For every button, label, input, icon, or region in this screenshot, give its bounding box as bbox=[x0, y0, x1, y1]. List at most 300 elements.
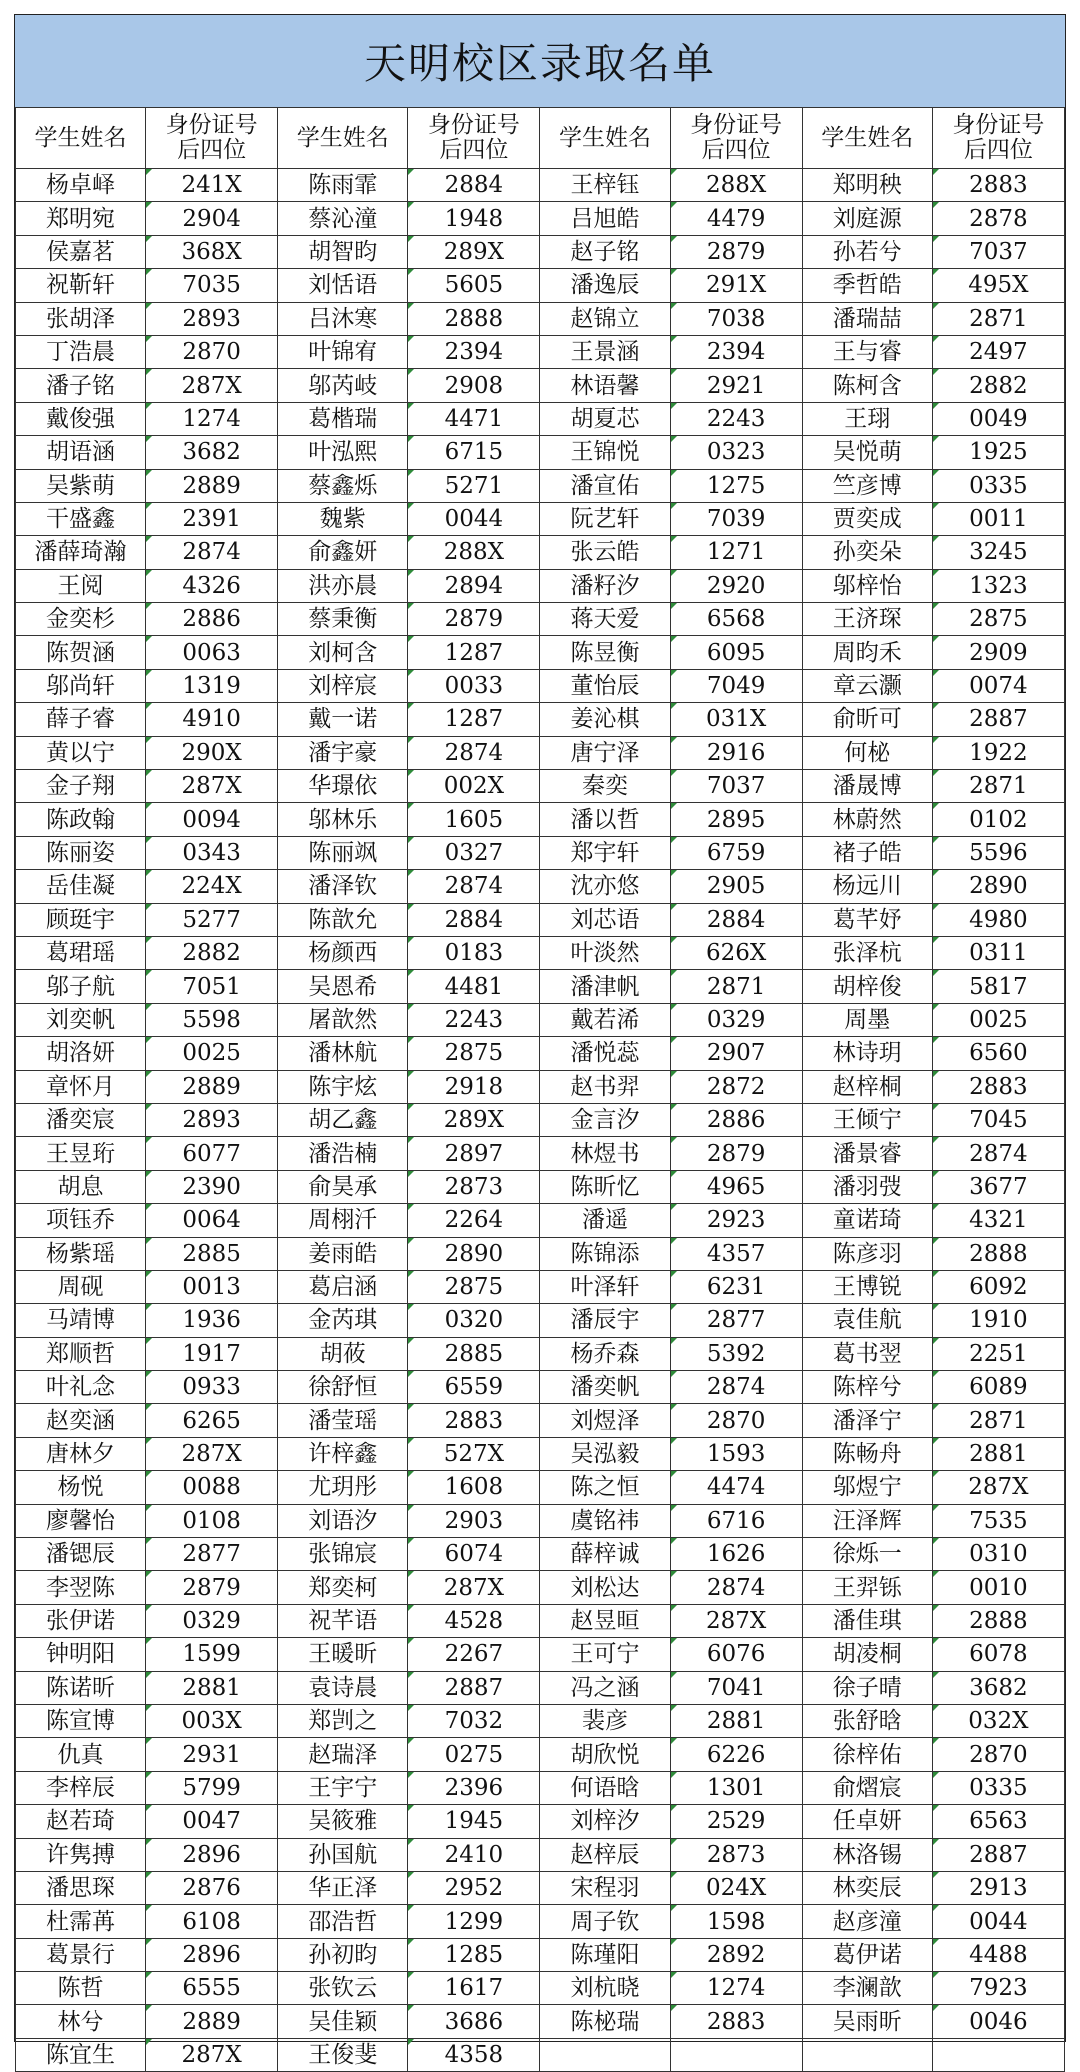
id-last4-cell: 2879 bbox=[670, 1137, 802, 1170]
id-last4-cell: 6759 bbox=[670, 836, 802, 869]
student-name-cell: 王博锐 bbox=[802, 1270, 932, 1303]
student-name-cell: 王宇宁 bbox=[278, 1771, 408, 1804]
student-name-cell: 杨紫瑶 bbox=[16, 1237, 146, 1270]
student-name-cell: 陈柲瑞 bbox=[540, 2005, 670, 2038]
id-last4-cell: 287X bbox=[670, 1604, 802, 1637]
student-name-cell: 岳佳凝 bbox=[16, 870, 146, 903]
table-row bbox=[16, 1037, 1065, 1070]
student-name-cell: 李翌陈 bbox=[16, 1571, 146, 1604]
id-last4-cell: 2884 bbox=[408, 169, 540, 202]
id-last4-cell: 2883 bbox=[670, 2005, 802, 2038]
header-id bbox=[670, 108, 802, 169]
id-last4-cell: 2887 bbox=[408, 1671, 540, 1704]
student-name-cell: 董怡辰 bbox=[540, 669, 670, 702]
student-name-cell: 章云灏 bbox=[802, 669, 932, 702]
student-name-cell: 潘津帆 bbox=[540, 970, 670, 1003]
id-last4-cell: 0044 bbox=[932, 1905, 1064, 1938]
id-last4-cell: 1301 bbox=[670, 1771, 802, 1804]
id-last4-cell: 2888 bbox=[408, 302, 540, 335]
student-name-cell: 林奕辰 bbox=[802, 1871, 932, 1904]
student-name-cell: 陈贺涵 bbox=[16, 636, 146, 669]
student-name-cell: 刘松达 bbox=[540, 1571, 670, 1604]
student-name-cell: 陈诺昕 bbox=[16, 1671, 146, 1704]
id-last4-cell: 5817 bbox=[932, 970, 1064, 1003]
table-row bbox=[16, 1437, 1065, 1470]
id-last4-cell: 2251 bbox=[932, 1337, 1064, 1370]
student-name-cell: 潘思琛 bbox=[16, 1871, 146, 1904]
id-last4-cell: 2529 bbox=[670, 1805, 802, 1838]
student-name-cell: 赵奕涵 bbox=[16, 1404, 146, 1437]
id-last4-cell: 2874 bbox=[670, 1571, 802, 1604]
id-last4-cell: 1945 bbox=[408, 1805, 540, 1838]
student-name-cell: 陈梓兮 bbox=[802, 1371, 932, 1404]
id-last4-cell: 0046 bbox=[932, 2005, 1064, 2038]
id-last4-cell: 2893 bbox=[146, 302, 278, 335]
id-last4-cell: 1319 bbox=[146, 669, 278, 702]
id-last4-cell: 7037 bbox=[932, 235, 1064, 268]
student-name-cell: 邬林乐 bbox=[278, 803, 408, 836]
id-last4-cell: 2396 bbox=[408, 1771, 540, 1804]
student-name-cell: 竺彦博 bbox=[802, 469, 932, 502]
id-last4-cell: 0327 bbox=[408, 836, 540, 869]
id-last4-cell: 6560 bbox=[932, 1037, 1064, 1070]
header-id bbox=[408, 108, 540, 169]
student-name-cell: 葛珺瑶 bbox=[16, 936, 146, 969]
student-name-cell: 华正泽 bbox=[278, 1871, 408, 1904]
id-last4-cell: 6715 bbox=[408, 436, 540, 469]
student-name-cell: 林洛锡 bbox=[802, 1838, 932, 1871]
id-last4-cell: 7535 bbox=[932, 1504, 1064, 1537]
student-name-cell: 周昀禾 bbox=[802, 636, 932, 669]
id-last4-cell: 2890 bbox=[408, 1237, 540, 1270]
student-name-cell: 王俊斐 bbox=[278, 2038, 408, 2071]
table-row bbox=[16, 1805, 1065, 1838]
id-last4-cell: 1605 bbox=[408, 803, 540, 836]
student-name-cell: 孙奕朵 bbox=[802, 536, 932, 569]
id-last4-cell: 4479 bbox=[670, 202, 802, 235]
id-last4-cell: 2886 bbox=[146, 603, 278, 636]
table-row bbox=[16, 402, 1065, 435]
table-row bbox=[16, 669, 1065, 702]
student-name-cell: 吴雨昕 bbox=[802, 2005, 932, 2038]
student-name-cell: 邬尚轩 bbox=[16, 669, 146, 702]
id-last4-cell: 0011 bbox=[932, 502, 1064, 535]
id-last4-cell: 2892 bbox=[670, 1938, 802, 1971]
student-name-cell: 王济琛 bbox=[802, 603, 932, 636]
id-last4-cell: 2873 bbox=[408, 1170, 540, 1203]
id-last4-cell: 0108 bbox=[146, 1504, 278, 1537]
id-last4-cell: 1608 bbox=[408, 1471, 540, 1504]
student-name-cell: 潘辰宇 bbox=[540, 1304, 670, 1337]
id-last4-cell: 0063 bbox=[146, 636, 278, 669]
student-name-cell: 张锦宸 bbox=[278, 1538, 408, 1571]
table-row bbox=[16, 1337, 1065, 1370]
id-last4-cell: 288X bbox=[670, 169, 802, 202]
student-name-cell: 俞昕可 bbox=[802, 703, 932, 736]
id-last4-cell: 6265 bbox=[146, 1404, 278, 1437]
header-id-line1: 身份证号 bbox=[165, 112, 258, 138]
id-last4-cell: 2916 bbox=[670, 736, 802, 769]
student-name-cell: 张伊诺 bbox=[16, 1604, 146, 1637]
student-name-cell: 王暖昕 bbox=[278, 1638, 408, 1671]
student-name-cell: 孙初昀 bbox=[278, 1938, 408, 1971]
student-name-cell: 陈丽姿 bbox=[16, 836, 146, 869]
id-last4-cell: 2890 bbox=[932, 870, 1064, 903]
student-name-cell: 姜雨皓 bbox=[278, 1237, 408, 1270]
student-name-cell: 陈宜生 bbox=[16, 2038, 146, 2071]
id-last4-cell: 0064 bbox=[146, 1204, 278, 1237]
id-last4-cell: 1287 bbox=[408, 703, 540, 736]
student-name-cell: 邵浩哲 bbox=[278, 1905, 408, 1938]
id-last4-cell: 287X bbox=[146, 1437, 278, 1470]
table-row bbox=[16, 1838, 1065, 1871]
student-name-cell: 王锦悦 bbox=[540, 436, 670, 469]
id-last4-cell: 2874 bbox=[408, 736, 540, 769]
student-name-cell: 潘瑞喆 bbox=[802, 302, 932, 335]
id-last4-cell: 002X bbox=[408, 770, 540, 803]
table-row bbox=[16, 1204, 1065, 1237]
student-name-cell: 许隽搏 bbox=[16, 1838, 146, 1871]
student-name-cell: 秦奕 bbox=[540, 770, 670, 803]
student-name-cell: 季哲皓 bbox=[802, 269, 932, 302]
table-row bbox=[16, 536, 1065, 569]
id-last4-cell: 2879 bbox=[146, 1571, 278, 1604]
id-last4-cell: 7049 bbox=[670, 669, 802, 702]
id-last4-cell: 1274 bbox=[670, 1972, 802, 2005]
student-name-cell: 潘佳琪 bbox=[802, 1604, 932, 1637]
student-name-cell: 冯之涵 bbox=[540, 1671, 670, 1704]
table-row bbox=[16, 1371, 1065, 1404]
student-name-cell: 邬煜宁 bbox=[802, 1471, 932, 1504]
student-name-cell: 赵子铭 bbox=[540, 235, 670, 268]
id-last4-cell: 2908 bbox=[408, 369, 540, 402]
student-name-cell: 陈之恒 bbox=[540, 1471, 670, 1504]
student-name-cell: 刘柯含 bbox=[278, 636, 408, 669]
id-last4-cell: 0310 bbox=[932, 1538, 1064, 1571]
id-last4-cell: 6089 bbox=[932, 1371, 1064, 1404]
student-name-cell: 张泽杭 bbox=[802, 936, 932, 969]
id-last4-cell: 4528 bbox=[408, 1604, 540, 1637]
table-row bbox=[16, 1905, 1065, 1938]
id-last4-cell: 287X bbox=[146, 770, 278, 803]
student-name-cell: 潘泽宁 bbox=[802, 1404, 932, 1437]
student-name-cell: 潘逸辰 bbox=[540, 269, 670, 302]
id-last4-cell: 1323 bbox=[932, 569, 1064, 602]
student-name-cell: 俞熠宸 bbox=[802, 1771, 932, 1804]
student-name-cell: 胡语涵 bbox=[16, 436, 146, 469]
id-last4-cell: 1925 bbox=[932, 436, 1064, 469]
student-name-cell: 潘以哲 bbox=[540, 803, 670, 836]
student-name-cell: 魏紫 bbox=[278, 502, 408, 535]
sheet-title: 天明校区录取名单 bbox=[15, 15, 1065, 108]
student-name-cell: 赵锦立 bbox=[540, 302, 670, 335]
table-row bbox=[16, 936, 1065, 969]
table-row bbox=[16, 870, 1065, 903]
id-last4-cell: 1626 bbox=[670, 1538, 802, 1571]
student-name-cell: 葛芊妤 bbox=[802, 903, 932, 936]
id-last4-cell: 2889 bbox=[146, 1070, 278, 1103]
student-name-cell: 李梓辰 bbox=[16, 1771, 146, 1804]
id-last4-cell: 2870 bbox=[670, 1404, 802, 1437]
table-row bbox=[16, 1972, 1065, 2005]
id-last4-cell bbox=[932, 2038, 1064, 2071]
id-last4-cell: 2881 bbox=[670, 1704, 802, 1737]
student-name-cell: 潘子铭 bbox=[16, 369, 146, 402]
student-name-cell: 金言汐 bbox=[540, 1103, 670, 1136]
id-last4-cell: 6563 bbox=[932, 1805, 1064, 1838]
table-row bbox=[16, 469, 1065, 502]
header-id-line2: 后四位 bbox=[701, 137, 771, 163]
id-last4-cell: 289X bbox=[408, 1103, 540, 1136]
student-name-cell: 胡欣悦 bbox=[540, 1738, 670, 1771]
table-row bbox=[16, 636, 1065, 669]
student-name-cell: 潘籽汐 bbox=[540, 569, 670, 602]
table-row bbox=[16, 736, 1065, 769]
id-last4-cell: 1593 bbox=[670, 1437, 802, 1470]
student-name-cell: 唐宁泽 bbox=[540, 736, 670, 769]
id-last4-cell: 6231 bbox=[670, 1270, 802, 1303]
id-last4-cell: 6108 bbox=[146, 1905, 278, 1938]
id-last4-cell: 6074 bbox=[408, 1538, 540, 1571]
student-name-cell: 阮艺轩 bbox=[540, 502, 670, 535]
student-name-cell: 马靖博 bbox=[16, 1304, 146, 1337]
student-name-cell: 袁诗晨 bbox=[278, 1671, 408, 1704]
student-name-cell: 陈彦羽 bbox=[802, 1237, 932, 1270]
id-last4-cell: 032X bbox=[932, 1704, 1064, 1737]
student-name-cell: 张云皓 bbox=[540, 536, 670, 569]
student-name-cell: 郑明秧 bbox=[802, 169, 932, 202]
header-id-line2: 后四位 bbox=[963, 137, 1033, 163]
id-last4-cell: 0074 bbox=[932, 669, 1064, 702]
id-last4-cell: 3682 bbox=[146, 436, 278, 469]
id-last4-cell: 2903 bbox=[408, 1504, 540, 1537]
student-name-cell: 薛梓诚 bbox=[540, 1538, 670, 1571]
id-last4-cell: 7051 bbox=[146, 970, 278, 1003]
id-last4-cell: 2905 bbox=[670, 870, 802, 903]
student-name-cell: 胡智昀 bbox=[278, 235, 408, 268]
student-name-cell: 王阅 bbox=[16, 569, 146, 602]
student-name-cell: 郑剀之 bbox=[278, 1704, 408, 1737]
id-last4-cell: 2874 bbox=[408, 870, 540, 903]
id-last4-cell: 2882 bbox=[932, 369, 1064, 402]
id-last4-cell: 2391 bbox=[146, 502, 278, 535]
student-name-cell: 童诺琦 bbox=[802, 1204, 932, 1237]
id-last4-cell: 1599 bbox=[146, 1638, 278, 1671]
id-last4-cell: 287X bbox=[932, 1471, 1064, 1504]
student-name-cell: 仇真 bbox=[16, 1738, 146, 1771]
id-last4-cell: 1917 bbox=[146, 1337, 278, 1370]
table-row bbox=[16, 202, 1065, 235]
student-name-cell: 祝芊语 bbox=[278, 1604, 408, 1637]
id-last4-cell: 2895 bbox=[670, 803, 802, 836]
id-last4-cell: 3245 bbox=[932, 536, 1064, 569]
id-last4-cell: 5598 bbox=[146, 1003, 278, 1036]
id-last4-cell: 5605 bbox=[408, 269, 540, 302]
student-name-cell: 徐烁一 bbox=[802, 1538, 932, 1571]
student-name-cell: 华璟依 bbox=[278, 770, 408, 803]
student-name-cell: 潘锶辰 bbox=[16, 1538, 146, 1571]
table-row bbox=[16, 169, 1065, 202]
student-name-cell: 吕沐寒 bbox=[278, 302, 408, 335]
student-name-cell: 杨悦 bbox=[16, 1471, 146, 1504]
student-name-cell: 葛启涵 bbox=[278, 1270, 408, 1303]
admission-sheet bbox=[14, 14, 1066, 2069]
student-name-cell: 刘煜泽 bbox=[540, 1404, 670, 1437]
student-name-cell: 钟明阳 bbox=[16, 1638, 146, 1671]
id-last4-cell: 289X bbox=[408, 235, 540, 268]
id-last4-cell: 2885 bbox=[146, 1237, 278, 1270]
id-last4-cell: 5596 bbox=[932, 836, 1064, 869]
id-last4-cell: 2874 bbox=[932, 1137, 1064, 1170]
id-last4-cell: 1287 bbox=[408, 636, 540, 669]
student-name-cell: 林煜书 bbox=[540, 1137, 670, 1170]
id-last4-cell: 2923 bbox=[670, 1204, 802, 1237]
student-name-cell: 孙若兮 bbox=[802, 235, 932, 268]
student-name-cell: 王珝 bbox=[802, 402, 932, 435]
id-last4-cell: 4488 bbox=[932, 1938, 1064, 1971]
id-last4-cell: 5271 bbox=[408, 469, 540, 502]
id-last4-cell: 2887 bbox=[932, 1838, 1064, 1871]
id-last4-cell: 2874 bbox=[670, 1371, 802, 1404]
id-last4-cell: 368X bbox=[146, 235, 278, 268]
table-row bbox=[16, 836, 1065, 869]
student-name-cell: 戴俊强 bbox=[16, 402, 146, 435]
student-name-cell: 周栩汘 bbox=[278, 1204, 408, 1237]
id-last4-cell: 7923 bbox=[932, 1972, 1064, 2005]
id-last4-cell: 2894 bbox=[408, 569, 540, 602]
id-last4-cell: 2876 bbox=[146, 1871, 278, 1904]
header-name: 学生姓名 bbox=[802, 108, 932, 169]
student-name-cell: 许梓鑫 bbox=[278, 1437, 408, 1470]
id-last4-cell: 1274 bbox=[146, 402, 278, 435]
student-name-cell: 戴一诺 bbox=[278, 703, 408, 736]
student-name-cell: 王与睿 bbox=[802, 335, 932, 368]
id-last4-cell: 7045 bbox=[932, 1103, 1064, 1136]
student-name-cell: 吴恩希 bbox=[278, 970, 408, 1003]
student-name-cell: 张钦云 bbox=[278, 1972, 408, 2005]
id-last4-cell: 0320 bbox=[408, 1304, 540, 1337]
table-row bbox=[16, 1003, 1065, 1036]
student-name-cell: 潘浩楠 bbox=[278, 1137, 408, 1170]
id-last4-cell: 287X bbox=[146, 369, 278, 402]
id-last4-cell: 288X bbox=[408, 536, 540, 569]
student-name-cell: 徐梓佑 bbox=[802, 1738, 932, 1771]
student-name-cell: 徐舒恒 bbox=[278, 1371, 408, 1404]
id-last4-cell: 0044 bbox=[408, 502, 540, 535]
student-name-cell: 刘庭源 bbox=[802, 202, 932, 235]
student-name-cell: 宋程羽 bbox=[540, 1871, 670, 1904]
id-last4-cell: 1910 bbox=[932, 1304, 1064, 1337]
student-name-cell: 陈雨霏 bbox=[278, 169, 408, 202]
id-last4-cell: 2907 bbox=[670, 1037, 802, 1070]
id-last4-cell: 031X bbox=[670, 703, 802, 736]
student-name-cell: 李澜歆 bbox=[802, 1972, 932, 2005]
table-row bbox=[16, 436, 1065, 469]
id-last4-cell: 6226 bbox=[670, 1738, 802, 1771]
table-row bbox=[16, 569, 1065, 602]
student-name-cell: 吴佳颖 bbox=[278, 2005, 408, 2038]
student-name-cell: 裴彦 bbox=[540, 1704, 670, 1737]
id-last4-cell: 0275 bbox=[408, 1738, 540, 1771]
student-name-cell: 顾珽宇 bbox=[16, 903, 146, 936]
student-name-cell: 叶锦宥 bbox=[278, 335, 408, 368]
id-last4-cell: 0094 bbox=[146, 803, 278, 836]
student-name-cell: 赵昱晅 bbox=[540, 1604, 670, 1637]
student-name-cell: 胡夏芯 bbox=[540, 402, 670, 435]
student-name-cell: 林语馨 bbox=[540, 369, 670, 402]
id-last4-cell: 2875 bbox=[408, 1270, 540, 1303]
id-last4-cell: 0329 bbox=[146, 1604, 278, 1637]
table-row bbox=[16, 1604, 1065, 1637]
student-name-cell: 陈昕忆 bbox=[540, 1170, 670, 1203]
table-body bbox=[16, 169, 1065, 2072]
id-last4-cell: 1617 bbox=[408, 1972, 540, 2005]
id-last4-cell: 3677 bbox=[932, 1170, 1064, 1203]
student-name-cell: 何柲 bbox=[802, 736, 932, 769]
student-name-cell: 刘梓宸 bbox=[278, 669, 408, 702]
student-name-cell: 戴若浠 bbox=[540, 1003, 670, 1036]
student-name-cell: 虞铭祎 bbox=[540, 1504, 670, 1537]
student-name-cell: 陈丽飒 bbox=[278, 836, 408, 869]
id-last4-cell: 2882 bbox=[146, 936, 278, 969]
id-last4-cell: 0088 bbox=[146, 1471, 278, 1504]
id-last4-cell: 4481 bbox=[408, 970, 540, 1003]
id-last4-cell: 3682 bbox=[932, 1671, 1064, 1704]
id-last4-cell: 2897 bbox=[408, 1137, 540, 1170]
header-row bbox=[16, 108, 1065, 169]
student-name-cell: 张舒晗 bbox=[802, 1704, 932, 1737]
student-name-cell: 杨卓峄 bbox=[16, 169, 146, 202]
student-name-cell: 陈锦添 bbox=[540, 1237, 670, 1270]
id-last4-cell: 2884 bbox=[408, 903, 540, 936]
student-name-cell: 刘梓汐 bbox=[540, 1805, 670, 1838]
student-name-cell: 陈宣博 bbox=[16, 1704, 146, 1737]
student-name-cell: 潘羽弢 bbox=[802, 1170, 932, 1203]
student-name-cell: 侯嘉茗 bbox=[16, 235, 146, 268]
student-name-cell: 刘杭晓 bbox=[540, 1972, 670, 2005]
id-last4-cell: 495X bbox=[932, 269, 1064, 302]
student-name-cell: 杜霈苒 bbox=[16, 1905, 146, 1938]
student-name-cell: 林兮 bbox=[16, 2005, 146, 2038]
id-last4-cell: 0329 bbox=[670, 1003, 802, 1036]
id-last4-cell: 2909 bbox=[932, 636, 1064, 669]
id-last4-cell: 287X bbox=[146, 2038, 278, 2071]
student-name-cell: 陈昱衡 bbox=[540, 636, 670, 669]
student-name-cell: 胡莜 bbox=[278, 1337, 408, 1370]
student-name-cell: 赵书羿 bbox=[540, 1070, 670, 1103]
id-last4-cell: 0933 bbox=[146, 1371, 278, 1404]
id-last4-cell: 2871 bbox=[932, 1404, 1064, 1437]
table-row bbox=[16, 1170, 1065, 1203]
student-name-cell: 郑顺哲 bbox=[16, 1337, 146, 1370]
student-name-cell: 陈柯含 bbox=[802, 369, 932, 402]
table-row bbox=[16, 1504, 1065, 1537]
student-name-cell: 叶礼念 bbox=[16, 1371, 146, 1404]
id-last4-cell: 4321 bbox=[932, 1204, 1064, 1237]
id-last4-cell: 2871 bbox=[932, 302, 1064, 335]
table-row bbox=[16, 335, 1065, 368]
table-row bbox=[16, 269, 1065, 302]
header-id-line2: 后四位 bbox=[177, 137, 247, 163]
id-last4-cell: 2931 bbox=[146, 1738, 278, 1771]
id-last4-cell: 2896 bbox=[146, 1838, 278, 1871]
id-last4-cell: 2881 bbox=[932, 1437, 1064, 1470]
student-name-cell: 胡息 bbox=[16, 1170, 146, 1203]
student-name-cell: 陈瑾阳 bbox=[540, 1938, 670, 1971]
id-last4-cell: 7039 bbox=[670, 502, 802, 535]
student-name-cell: 褚子皓 bbox=[802, 836, 932, 869]
id-last4-cell: 6076 bbox=[670, 1638, 802, 1671]
